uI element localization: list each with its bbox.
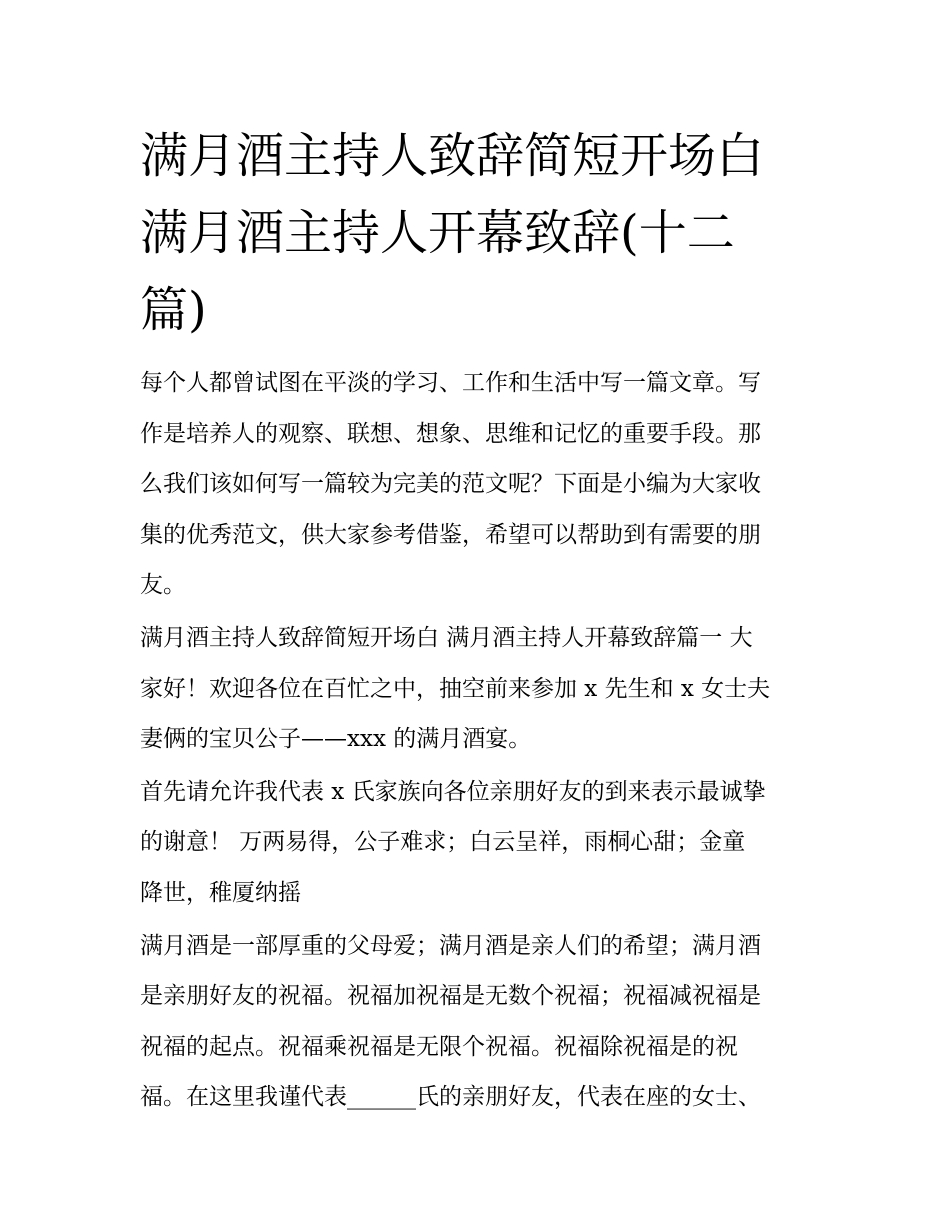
paragraph-blessing [140, 921, 820, 1123]
document-body [140, 358, 820, 1125]
text-line: 福。在这里我谨代表______氏的亲朋好友，代表在座的女士、 [140, 1084, 761, 1111]
text-line: 祝福的起点。祝福乘祝福是无限个祝福。祝福除祝福是的祝 [140, 1033, 738, 1060]
document-title [140, 118, 820, 349]
text-line: 妻俩的宝贝公子——xxx 的满月酒宴。 [140, 726, 532, 753]
text-line: 满月酒主持人致辞简短开场白 满月酒主持人开幕致辞篇一 大 [140, 624, 753, 651]
title-line: 满月酒主持人致辞简短开场白 [140, 128, 765, 184]
text-line: 降世，稚厦纳摇 [140, 879, 301, 906]
text-line: 作是培养人的观察、联想、想象、思维和记忆的重要手段。那 [140, 420, 761, 447]
text-line: 集的优秀范文，供大家参考借鉴，希望可以帮助到有需要的朋 [140, 521, 761, 548]
paragraph-thanks [140, 767, 820, 919]
paragraph-greeting [140, 613, 820, 765]
text-line: 家好！欢迎各位在百忙之中，抽空前来参加 x 先生和 x 女士夫 [140, 675, 771, 702]
text-line: 的谢意！ 万两易得，公子难求；白云呈祥，雨桐心甜；金童 [140, 829, 746, 856]
text-line: 么我们该如何写一篇较为完美的范文呢？下面是小编为大家收 [140, 471, 761, 498]
text-line: 首先请允许我代表 x 氏家族向各位亲朋好友的到来表示最诚挚 [140, 778, 766, 805]
text-line: 是亲朋好友的祝福。祝福加祝福是无数个祝福；祝福减祝福是 [140, 983, 761, 1010]
title-line: 满月酒主持人开幕致辞(十二 [140, 205, 735, 261]
text-line: 满月酒是一部厚重的父母爱；满月酒是亲人们的希望；满月酒 [140, 932, 761, 959]
paragraph-intro [140, 358, 820, 611]
text-line: 每个人都曾试图在平淡的学习、工作和生活中写一篇文章。写 [140, 370, 761, 396]
title-line: 篇) [140, 282, 207, 338]
text-line: 友。 [140, 572, 186, 599]
